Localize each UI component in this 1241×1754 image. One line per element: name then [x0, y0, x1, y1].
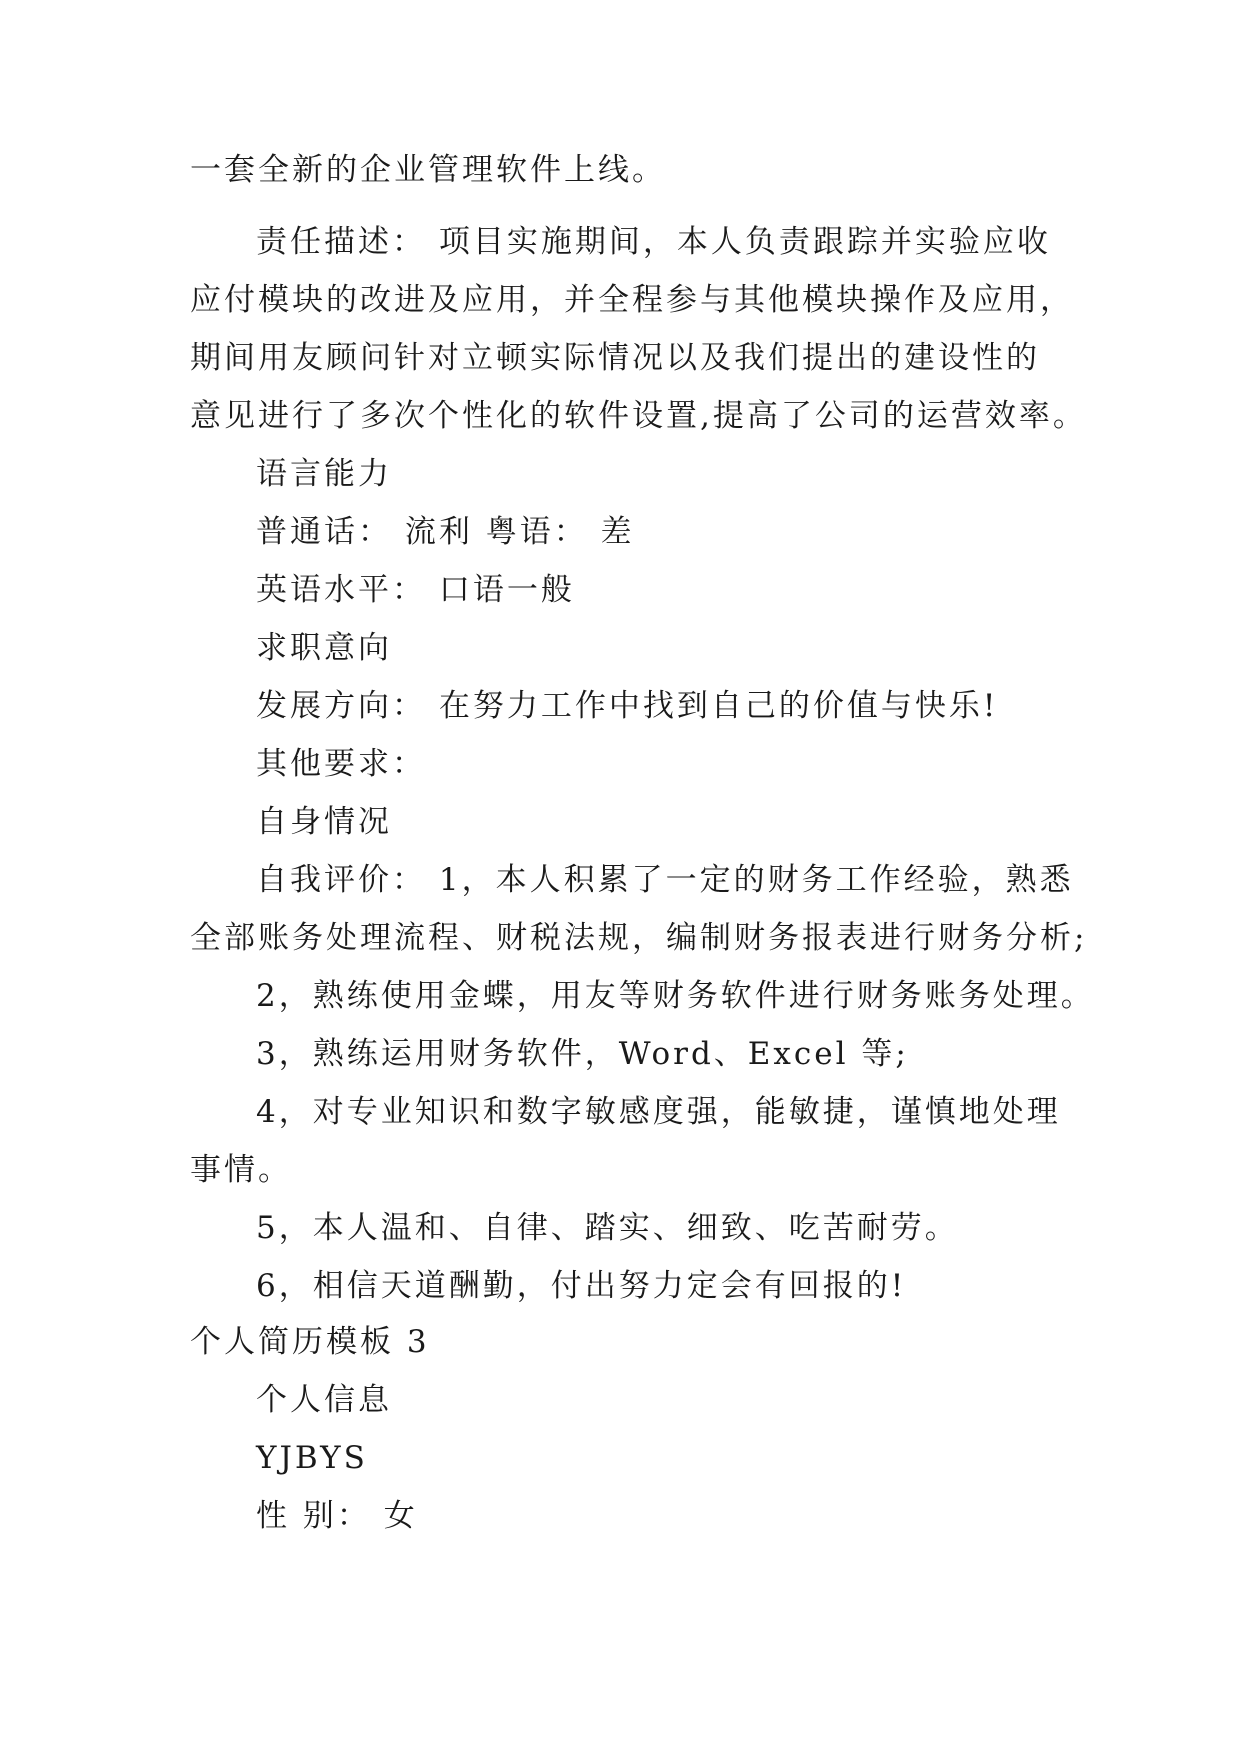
- paragraph-line: YJBYS: [256, 1440, 368, 1476]
- paragraph-line: 5，本人温和、自律、踏实、细致、吃苦耐劳。: [256, 1210, 959, 1246]
- paragraph-line: 性 别： 女: [256, 1498, 418, 1534]
- section-heading: 语言能力: [256, 456, 392, 492]
- paragraph-line: 意见进行了多次个性化的软件设置,提高了公司的运营效率。: [190, 398, 1087, 434]
- paragraph-line: 3，熟练运用财务软件，Word、Excel 等;: [256, 1036, 909, 1072]
- paragraph-line: 事情。: [190, 1152, 292, 1188]
- section-heading: 个人信息: [256, 1382, 392, 1418]
- section-heading: 求职意向: [256, 630, 392, 666]
- paragraph-line: 全部账务处理流程、财税法规，编制财务报表进行财务分析;: [190, 920, 1088, 956]
- section-heading: 自身情况: [256, 804, 392, 840]
- paragraph-line: 期间用友顾问针对立顿实际情况以及我们提出的建设性的: [190, 340, 1040, 376]
- paragraph-line: 4，对专业知识和数字敏感度强，能敏捷，谨慎地处理: [256, 1094, 1061, 1130]
- paragraph-line: 责任描述： 项目实施期间，本人负责跟踪并实验应收: [256, 224, 1051, 260]
- paragraph-line: 普通话： 流利 粤语： 差: [256, 514, 635, 550]
- paragraph-line: 自我评价： 1，本人积累了一定的财务工作经验，熟悉: [256, 862, 1074, 898]
- paragraph-line: 2，熟练使用金蝶，用友等财务软件进行财务账务处理。: [256, 978, 1095, 1014]
- paragraph-line: 一套全新的企业管理软件上线。: [190, 152, 666, 188]
- document-title: 个人简历模板 3: [190, 1324, 430, 1360]
- paragraph-line: 英语水平： 口语一般: [256, 572, 575, 608]
- paragraph-line: 其他要求：: [256, 746, 426, 782]
- paragraph-line: 发展方向： 在努力工作中找到自己的价值与快乐!: [256, 688, 999, 724]
- paragraph-line: 6，相信天道酬勤，付出努力定会有回报的!: [256, 1268, 907, 1304]
- paragraph-line: 应付模块的改进及应用，并全程参与其他模块操作及应用，: [190, 282, 1074, 318]
